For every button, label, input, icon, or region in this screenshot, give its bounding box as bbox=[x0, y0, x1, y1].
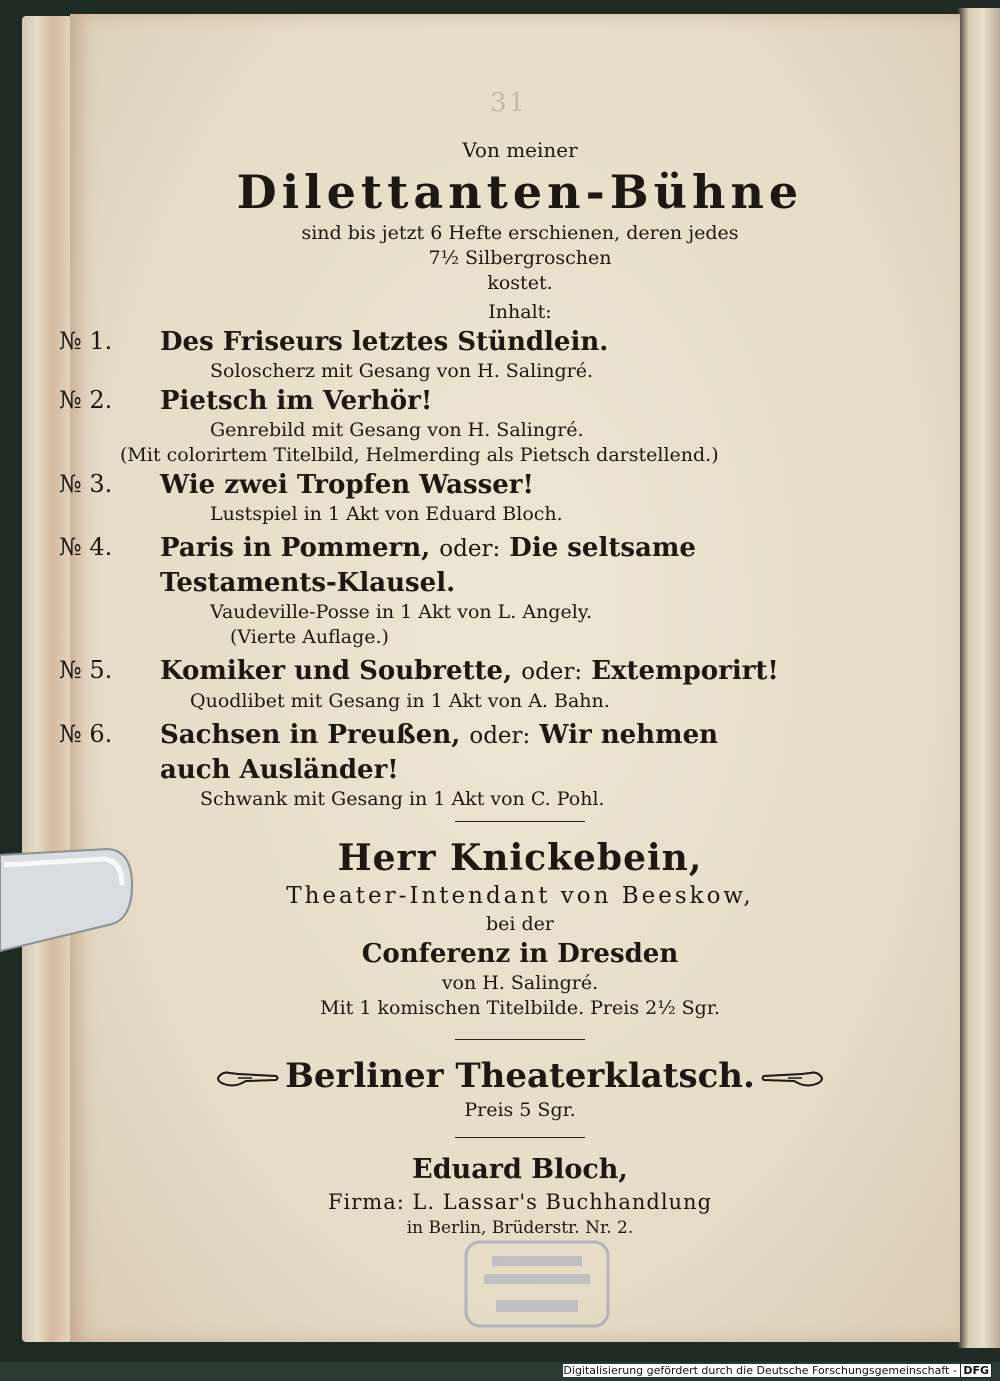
knickebein-subtitle: Theater-Intendant von Beeskow, bbox=[286, 883, 754, 909]
list-item bbox=[47, 654, 880, 714]
entry-number: № 4. bbox=[59, 533, 113, 561]
list-item bbox=[47, 718, 880, 812]
publisher-address: in Berlin, Brüderstr. Nr. 2. bbox=[406, 1218, 634, 1238]
entry-line: Quodlibet mit Gesang in 1 Akt von A. Bahn. bbox=[190, 690, 610, 712]
advertisement-content bbox=[59, 138, 880, 1241]
dfg-logo: DFG bbox=[960, 1363, 992, 1378]
entry-number: № 6. bbox=[59, 720, 113, 748]
entry-title-part: Sachsen in Preußen, bbox=[160, 720, 461, 750]
entry-line: Soloscherz mit Gesang von H. Salingré. bbox=[210, 360, 594, 382]
entry-line: Vaudeville-Posse in 1 Akt von L. Angely. bbox=[210, 601, 593, 623]
page-number: 31 bbox=[490, 88, 528, 118]
entry-number: № 3. bbox=[59, 470, 113, 498]
entry-line: Schwank mit Gesang in 1 Akt von C. Pohl. bbox=[200, 788, 605, 810]
list-item bbox=[47, 531, 880, 650]
divider bbox=[455, 821, 585, 822]
divider bbox=[455, 1039, 585, 1040]
knickebein-title: Herr Knickebein, bbox=[337, 837, 703, 879]
entry-title: Pietsch im Verhör! bbox=[160, 386, 433, 416]
entry-title bbox=[160, 531, 880, 566]
entry-line: (Mit colorirtem Titelbild, Helmerding als Pietsch darstellend.) bbox=[120, 444, 719, 466]
info-line-3: kostet. bbox=[487, 272, 553, 294]
entry-oder: oder: bbox=[521, 659, 583, 685]
library-stamp bbox=[462, 1238, 612, 1330]
entry-title: Wie zwei Tropfen Wasser! bbox=[160, 470, 534, 500]
digitization-footer bbox=[563, 1364, 992, 1377]
klatsch-title: Berliner Theaterklatsch. bbox=[285, 1056, 755, 1096]
list-item bbox=[47, 384, 880, 468]
entry-title-cont: auch Ausländer! bbox=[160, 755, 399, 785]
pointing-hand-left-icon bbox=[760, 1068, 824, 1088]
knickebein-author: von H. Salingré. bbox=[441, 972, 599, 994]
footer-text: Digitalisierung gefördert durch die Deutsche Forschungsgemeinschaft - bbox=[563, 1364, 957, 1377]
entry-title-cont: Testaments-Klausel. bbox=[160, 568, 456, 598]
knickebein-line: bei der bbox=[485, 913, 554, 935]
entry-title-part: Paris in Pommern, bbox=[160, 533, 431, 563]
entry-title bbox=[160, 654, 880, 689]
entry-title bbox=[160, 718, 880, 753]
divider bbox=[455, 1137, 585, 1138]
list-item bbox=[47, 468, 880, 527]
entry-title-part: Wir nehmen bbox=[539, 720, 719, 750]
publisher-name: Eduard Bloch, bbox=[412, 1154, 628, 1185]
entry-number: № 1. bbox=[59, 327, 113, 355]
entry-number: № 2. bbox=[59, 386, 113, 414]
entry-number: № 5. bbox=[59, 656, 113, 684]
intro-text: Von meiner bbox=[462, 138, 578, 162]
main-title: Dilettanten-Bühne bbox=[236, 165, 804, 219]
entry-title: Des Friseurs letztes Stündlein. bbox=[160, 327, 609, 357]
knickebein-price: Mit 1 komischen Titelbilde. Preis 2½ Sgr. bbox=[320, 997, 720, 1019]
book-right-edge bbox=[958, 8, 1000, 1348]
entry-line: (Vierte Auflage.) bbox=[230, 626, 389, 648]
entry-title-part: Die seltsame bbox=[509, 533, 696, 563]
entry-line: Lustspiel in 1 Akt von Eduard Bloch. bbox=[210, 503, 563, 525]
klatsch-heading bbox=[160, 1054, 880, 1098]
entry-line: Genrebild mit Gesang von H. Salingré. bbox=[210, 419, 584, 441]
info-line-1: sind bis jetzt 6 Hefte erschienen, deren jedes bbox=[301, 222, 739, 244]
knickebein-conference: Conferenz in Dresden bbox=[361, 939, 679, 969]
page-clip bbox=[0, 845, 135, 955]
info-line-2: 7½ Silbergroschen bbox=[428, 247, 612, 269]
pointing-hand-right-icon bbox=[216, 1068, 280, 1088]
entry-oder: oder: bbox=[439, 536, 501, 562]
contents-label: Inhalt: bbox=[488, 301, 552, 323]
publisher-firm: Firma: L. Lassar's Buchhandlung bbox=[327, 1190, 713, 1214]
list-item bbox=[47, 325, 880, 384]
klatsch-price: Preis 5 Sgr. bbox=[464, 1099, 576, 1121]
entry-oder: oder: bbox=[469, 723, 531, 749]
entry-title-part: Komiker und Soubrette, bbox=[160, 656, 513, 686]
entry-title-part: Extemporirt! bbox=[591, 656, 779, 686]
